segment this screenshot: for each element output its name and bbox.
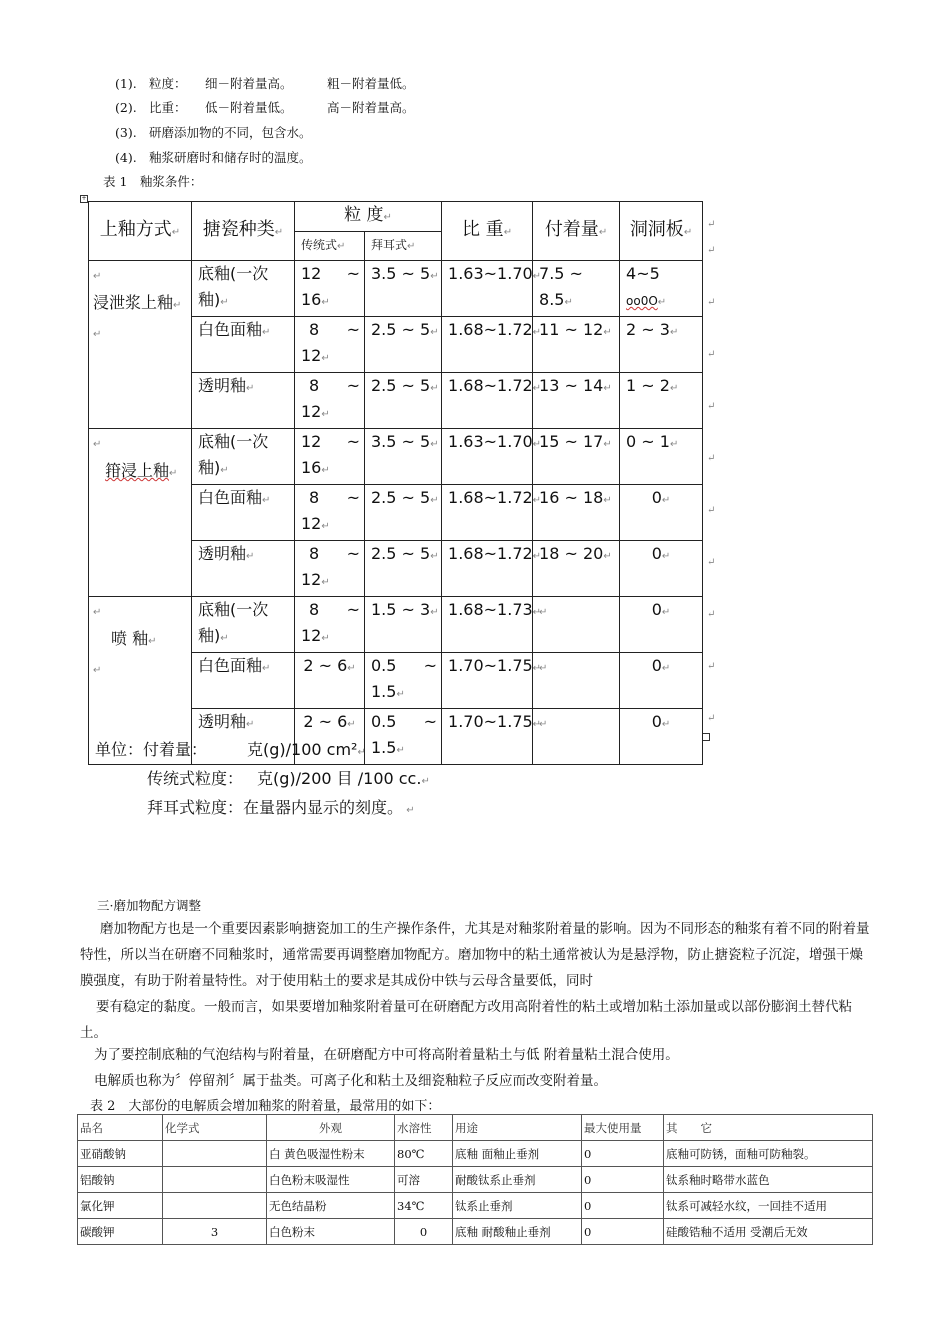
factor-item-1: (1). 粒度： 细－附着量高。 粗－附着量低。	[115, 76, 415, 91]
header-kind: 搪瓷种类↵	[192, 202, 295, 261]
table-row: 铝酸钠 白色粉末吸湿性 可溶 耐酸钛系止垂剂 0 钛系釉时略带水蓝色	[78, 1167, 873, 1193]
table2-caption: 表 2 大部份的电解质会增加釉浆的附着量，最常用的如下：	[90, 1099, 441, 1114]
table-row: 碳酸钾 3 白色粉末 0 底釉 耐酸釉止垂剂 0 硅酸锆釉不适用 受潮后无效	[78, 1219, 873, 1245]
table-header-row: 品名 化学式 外观 水溶性 用途 最大使用量 其 它	[78, 1115, 873, 1141]
paragraph: 要有稳定的黏度。一般而言，如果要增加釉浆附着量可在研磨配方改用高附着性的粘土或增加粘土添加量或以部份膨润土替代粘土。	[80, 999, 852, 1041]
table-row: 亚硝酸钠 白 黄色吸湿性粉末 80℃ 底釉 面釉止垂剂 0 底釉可防锈，面釉可防釉裂。	[78, 1141, 873, 1167]
table-row: 白色面釉↵ 2 ~ 6↵ 0.5 ~ 1.5↵ 1.70~1.75↵ ↵ 0↵	[89, 653, 703, 709]
section-title: 三·磨加物配方调整	[97, 898, 201, 913]
header-method: 上釉方式↵	[89, 202, 192, 261]
table-row: ↵ 浸泄浆上釉↵ ↵ 底釉(一次釉)↵ 12 ~ 16↵ 3.5 ~ 5↵ 1.63~1.70↵ 7.5 ~ 8.5↵ 4~5 oo0O↵	[89, 261, 703, 317]
header-grain-bayer: 拜耳式↵	[365, 232, 442, 261]
factor-item-3: (3). 研磨添加物的不同，包含水。	[115, 125, 312, 140]
header-grain-traditional: 传统式↵	[295, 232, 365, 261]
table-row: 透明釉↵ 8 ~ 12↵ 2.5 ~ 5↵ 1.68~1.72↵ 18 ~ 20↵ 0↵	[89, 541, 703, 597]
table-row: 氯化钾 无色结晶粉 34℃ 钛系止垂剂 0 钛系可减轻水纹，一回挂不适用	[78, 1193, 873, 1219]
factor-item-4: (4). 釉浆研磨时和储存时的温度。	[115, 150, 312, 165]
paragraph: 电解质也称为〞停留剂〞属于盐类。可离子化和粘土及细瓷釉粒子反应而改变附着量。	[94, 1073, 607, 1089]
header-plate: 洞洞板↵	[620, 202, 703, 261]
table-row: 透明釉↵ 2 ~ 6↵ 0.5 ~ 1.5↵ 1.70~1.75↵ ↵ 0↵	[89, 709, 703, 765]
group-method: ↵ 浸泄浆上釉↵ ↵	[89, 261, 192, 429]
table-resize-handle[interactable]	[702, 733, 710, 741]
table-row: 白色面釉↵ 8 ~ 12↵ 2.5 ~ 5↵ 1.68~1.72↵ 16 ~ 18↵ 0↵	[89, 485, 703, 541]
group-method: ↵ 喷 釉↵ ↵	[89, 597, 192, 765]
units-note: 单位：付着量： 克(g)/100 cm²↵ 传统式粒度： 克(g)/200 目 /100 cc.↵ 拜耳式粒度：在量器内显示的刻度。 ↵	[95, 740, 430, 817]
table1-caption: 表 1 釉浆条件：	[103, 174, 203, 189]
glaze-conditions-table	[88, 201, 703, 765]
row-end-markers: ↵ ↵ ↵ ↵ ↵ ↵ ↵ ↵ ↵ ↵ ↵	[707, 219, 716, 724]
table-move-handle[interactable]: +	[81, 195, 87, 202]
group-method: ↵ 箝浸上釉↵	[89, 429, 192, 597]
header-amount: 付着量↵	[533, 202, 620, 261]
table-row: 白色面釉↵ 8 ~ 12↵ 2.5 ~ 5↵ 1.68~1.72↵ 11 ~ 12↵ 2 ~ 3↵	[89, 317, 703, 373]
table-row: 透明釉↵ 8 ~ 12↵ 2.5 ~ 5↵ 1.68~1.72↵ 13 ~ 14↵ 1 ~ 2↵	[89, 373, 703, 429]
electrolyte-table	[77, 1114, 873, 1245]
table-row: ↵ 箝浸上釉↵ 底釉(一次釉)↵ 12 ~ 16↵ 3.5 ~ 5↵ 1.63~1.70↵ 15 ~ 17↵ 0 ~ 1↵	[89, 429, 703, 485]
factor-item-2: (2). 比重： 低－附着量低。 高－附着量高。	[115, 100, 415, 115]
paragraph: 为了要控制底釉的气泡结构与附着量，在研磨配方中可将高附着量粘土与低 附着量粘土混合使用。	[94, 1047, 679, 1063]
table-row: ↵ 喷 釉↵ ↵ 底釉(一次釉)↵ 8 ~ 12↵ 1.5 ~ 3↵ 1.68~1.73↵ ↵ 0↵	[89, 597, 703, 653]
paragraph: 磨加物配方也是一个重要因素影响搪瓷加工的生产操作条件，尤其是对釉浆附着量的影响。因为不同形态的釉浆有着不同的附着量特性，所以当在研磨不同釉浆时，通常需要再调整磨加物配方。磨加物中的粘土通常被认为是悬浮物，防止搪瓷粒子沉淀，增强干燥膜强度，有助于附着量特性。对于使用粘土的要求是其成份中铁与云母含量要低，同时	[80, 921, 870, 989]
header-sg: 比 重↵	[442, 202, 533, 261]
header-grain: 粒 度↵	[295, 202, 442, 232]
